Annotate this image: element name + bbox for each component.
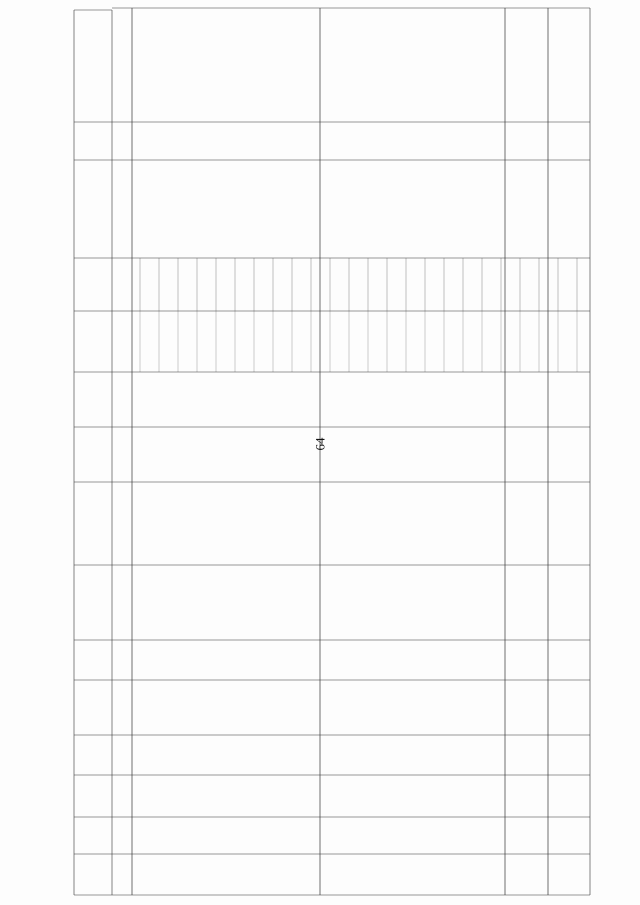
page-number: 64	[312, 437, 328, 451]
